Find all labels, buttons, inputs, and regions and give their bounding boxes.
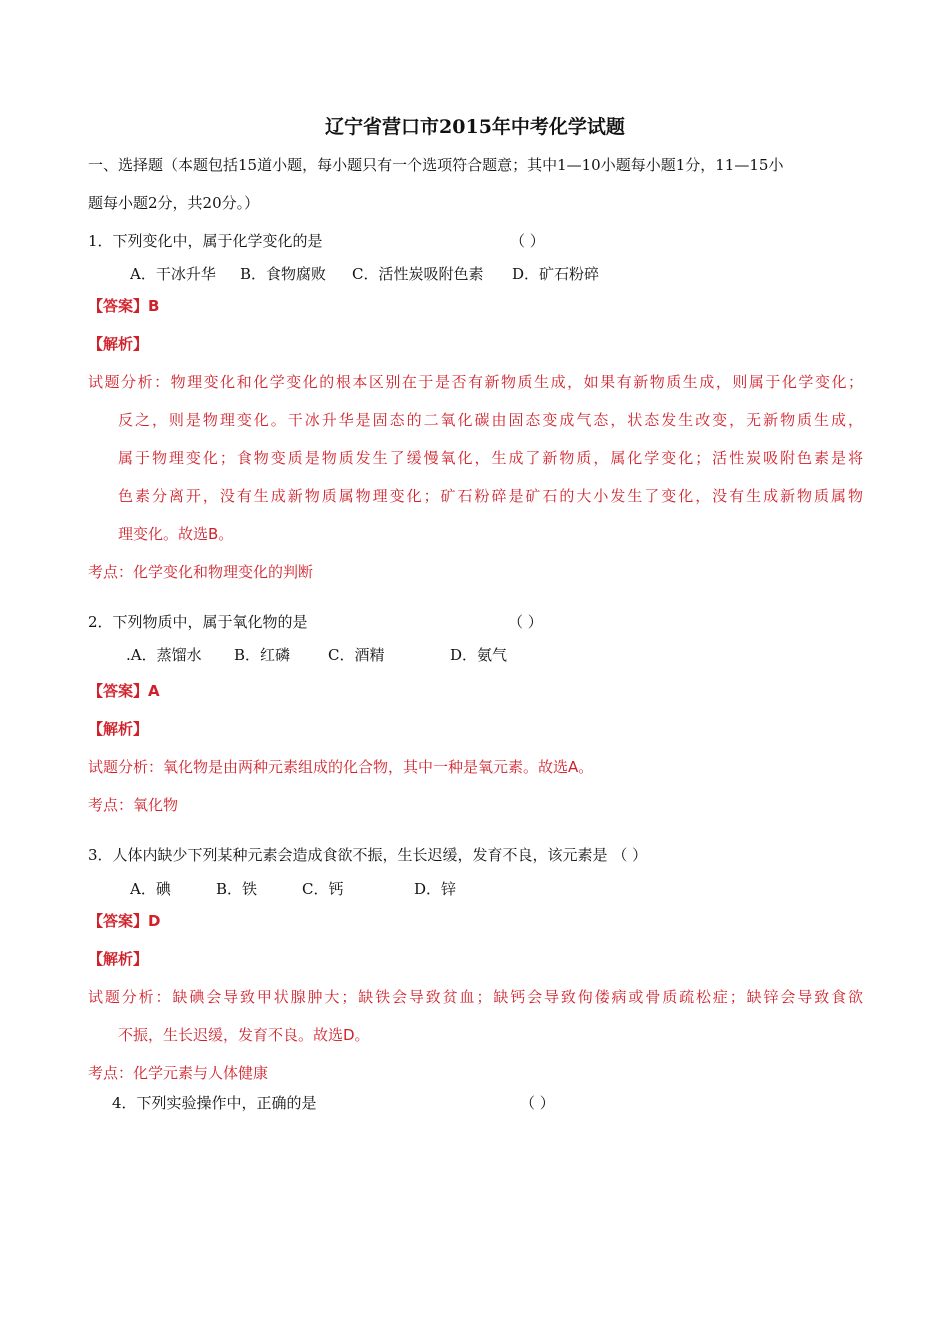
q1-analysis-line-4: 色素分离开，没有生成新物质属物理变化；矿石粉碎是矿石的大小发生了变化，没有生成新物质属物: [118, 487, 863, 505]
q2-analysis-label: 【解析】: [88, 720, 149, 738]
q1-analysis-label: 【解析】: [88, 335, 149, 353]
q4-answer-blank: （ ）: [520, 1094, 555, 1112]
q1-option-b: B．食物腐败: [240, 265, 327, 283]
q1-stem: 1．下列变化中，属于化学变化的是: [88, 232, 323, 250]
q2-option-d: D．氨气: [450, 646, 508, 664]
q3-options: [130, 879, 456, 899]
q3-option-c: C．钙: [302, 880, 344, 898]
q2-options: [126, 645, 507, 665]
q1-option-a: A．干冰升华: [130, 265, 216, 283]
page-title: 辽宁省营口市2015年中考化学试题: [325, 116, 625, 138]
section-intro-line-2: 题每小题2分，共20分。）: [88, 194, 260, 212]
q2-option-c: C．酒精: [328, 646, 385, 664]
q2-answer-blank: （ ）: [508, 613, 543, 631]
q1-analysis-line-5: 理变化。故选B。: [118, 525, 234, 543]
q3-point: 考点：化学元素与人体健康: [88, 1064, 269, 1082]
q2-analysis-line-1: 试题分析：氧化物是由两种元素组成的化合物，其中一种是氧元素。故选A。: [88, 758, 594, 776]
q1-analysis-line-2: 反之，则是物理变化。干冰升华是固态的二氧化碳由固态变成气态，状态发生改变，无新物质生成，: [118, 411, 863, 429]
q4-stem: 4．下列实验操作中，正确的是: [112, 1094, 317, 1112]
q1-option-c: C．活性炭吸附色素: [352, 265, 484, 283]
q2-point: 考点：氧化物: [88, 796, 179, 814]
q1-option-d: D．矿石粉碎: [512, 265, 600, 283]
q1-options: [130, 264, 599, 284]
q3-analysis-line-2: 不振，生长迟缓，发育不良。故选D。: [118, 1026, 370, 1044]
q3-option-b: B．铁: [216, 880, 258, 898]
q2-answer: 【答案】A: [88, 682, 160, 700]
q3-analysis-line-1: 试题分析：缺碘会导致甲状腺肿大；缺铁会导致贫血；缺钙会导致佝偻病或骨质疏松症；缺锌会导致食欲: [88, 988, 863, 1006]
q3-option-d: D．锌: [414, 880, 457, 898]
q3-stem: 3．人体内缺少下列某种元素会造成食欲不振，生长迟缓，发育不良，该元素是 （ ）: [88, 846, 648, 864]
q2-stem: 2．下列物质中，属于氧化物的是: [88, 613, 308, 631]
q3-option-a: A．碘: [130, 880, 171, 898]
q1-answer-blank: （ ）: [510, 232, 545, 250]
q1-point: 考点：化学变化和物理变化的判断: [88, 563, 314, 581]
q3-answer: 【答案】D: [88, 912, 161, 930]
q3-analysis-label: 【解析】: [88, 950, 149, 968]
q1-answer: 【答案】B: [88, 297, 160, 315]
q2-option-a: .A．蒸馏水: [126, 646, 202, 664]
q1-analysis-line-1: 试题分析：物理变化和化学变化的根本区别在于是否有新物质生成，如果有新物质生成，则属于化学变化；: [88, 373, 863, 391]
section-intro-line-1: 一、选择题（本题包括15道小题，每小题只有一个选项符合题意；其中1—10小题每小题1分，11—15小: [88, 156, 784, 174]
q2-option-b: B．红磷: [234, 646, 291, 664]
q1-analysis-line-3: 属于物理变化；食物变质是物质发生了缓慢氧化，生成了新物质，属化学变化；活性炭吸附色素是将: [118, 449, 863, 467]
